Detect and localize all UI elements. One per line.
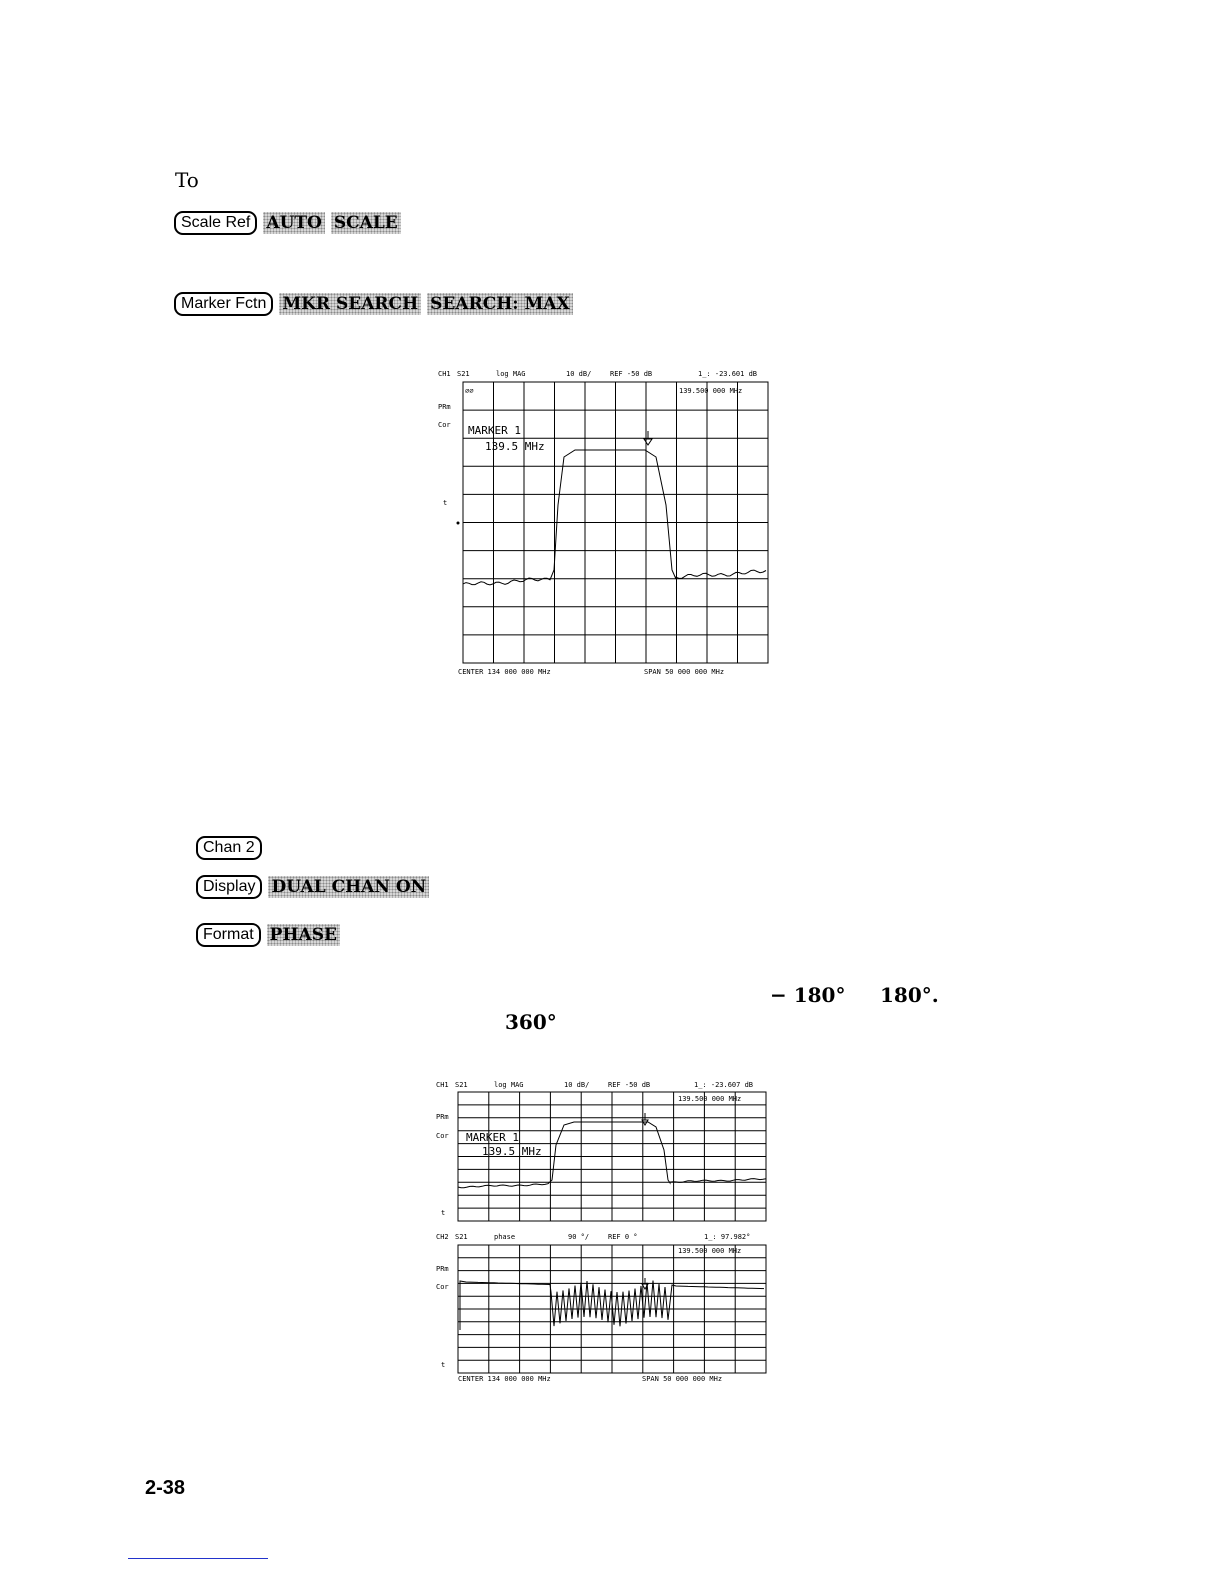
step-dual-chan	[196, 875, 429, 899]
f1-marker-value: 139.5 MHz	[485, 440, 545, 453]
footer-rule	[128, 1558, 268, 1559]
f1-ref-label: REF -50 dB	[610, 370, 653, 378]
f2-ch2-cor: Cor	[436, 1283, 449, 1291]
page-number: 2-38	[145, 1477, 186, 1499]
figure-2-dual-channel-display	[430, 1075, 775, 1390]
f1-prm-label: PRm	[438, 403, 451, 411]
mkr-search-softkey[interactable]: MKR SEARCH	[279, 293, 421, 315]
f2-ch2-prm: PRm	[436, 1265, 449, 1273]
f2-ch1-marker-name: MARKER 1	[466, 1131, 519, 1144]
scale-softkey[interactable]: SCALE	[331, 212, 401, 234]
phase-pos-limit: 180°.	[880, 983, 939, 1007]
f2-ch1-cor: Cor	[436, 1132, 449, 1140]
f2-ch2-ref: REF 0 °	[608, 1233, 638, 1241]
f1-cor-label: Cor	[438, 421, 451, 429]
phase-wrap-span: 360°	[505, 1010, 557, 1034]
f2-ch1-scale: 10 dB/	[564, 1081, 590, 1089]
f1-ch-label: CH1	[438, 370, 451, 378]
f2-ch1-param: S21	[455, 1081, 468, 1089]
f1-marker-freq: 139.500 000 MHz	[679, 387, 743, 395]
f1-format-label: log MAG	[496, 370, 526, 378]
f1-t-label: t	[443, 499, 448, 507]
f2-ch1-label: CH1	[436, 1081, 449, 1089]
f2-ch2-marker-readout: 1_: 97.982°	[704, 1233, 751, 1241]
f2-ch1-prm: PRm	[436, 1113, 449, 1121]
step-chan2	[196, 836, 262, 860]
f2-ch2-param: S21	[455, 1233, 468, 1241]
f1-box-label: ∅∅	[465, 387, 474, 395]
chan-2-key[interactable]: Chan 2	[196, 836, 262, 860]
f2-ch1-marker-freq: 139.500 000 MHz	[678, 1095, 742, 1103]
dual-chan-on-softkey[interactable]: DUAL CHAN ON	[268, 876, 429, 898]
f2-ch2-format: phase	[494, 1233, 516, 1241]
step-autoscale	[174, 211, 401, 235]
auto-softkey[interactable]: AUTO	[263, 212, 324, 234]
f2-ch1-ref: REF -50 dB	[608, 1081, 651, 1089]
f2-span-label: SPAN 50 000 000 MHz	[642, 1375, 723, 1383]
figure-1-logmag-display	[430, 365, 775, 680]
f2-ch1-format: log MAG	[494, 1081, 524, 1089]
f2-ch2-graticule	[458, 1245, 766, 1373]
phase-neg-limit: − 180°	[770, 983, 846, 1007]
display-key[interactable]: Display	[196, 875, 262, 899]
f2-ch1-marker-value: 139.5 MHz	[482, 1145, 542, 1158]
step-marker-search	[174, 292, 573, 316]
step-phase	[196, 923, 340, 947]
f1-ref-dot	[457, 522, 460, 525]
marker-fctn-key[interactable]: Marker Fctn	[174, 292, 273, 316]
f2-ch2-t: t	[441, 1361, 446, 1369]
intro-text: To	[175, 168, 199, 192]
f1-scale-label: 10 dB/	[566, 370, 592, 378]
f2-ch1-marker-readout: 1_: -23.607 dB	[694, 1081, 754, 1089]
phase-softkey[interactable]: PHASE	[267, 924, 340, 946]
f2-center-label: CENTER 134 000 000 MHz	[458, 1375, 551, 1383]
f1-marker-readout: 1_: -23.601 dB	[698, 370, 758, 378]
f1-s21-trace	[463, 450, 766, 585]
f1-marker-name: MARKER 1	[468, 424, 521, 437]
scale-ref-key[interactable]: Scale Ref	[174, 211, 257, 235]
f2-ch2-label: CH2	[436, 1233, 449, 1241]
search-max-softkey[interactable]: SEARCH: MAX	[427, 293, 573, 315]
f1-span-label: SPAN 50 000 000 MHz	[644, 668, 725, 676]
f1-center-label: CENTER 134 000 000 MHz	[458, 668, 551, 676]
f1-param-label: S21	[457, 370, 470, 378]
format-key[interactable]: Format	[196, 923, 261, 947]
f2-ch1-t: t	[441, 1209, 446, 1217]
f2-ch2-scale: 90 °/	[568, 1233, 590, 1241]
f2-ch2-marker-freq: 139.500 000 MHz	[678, 1247, 742, 1255]
